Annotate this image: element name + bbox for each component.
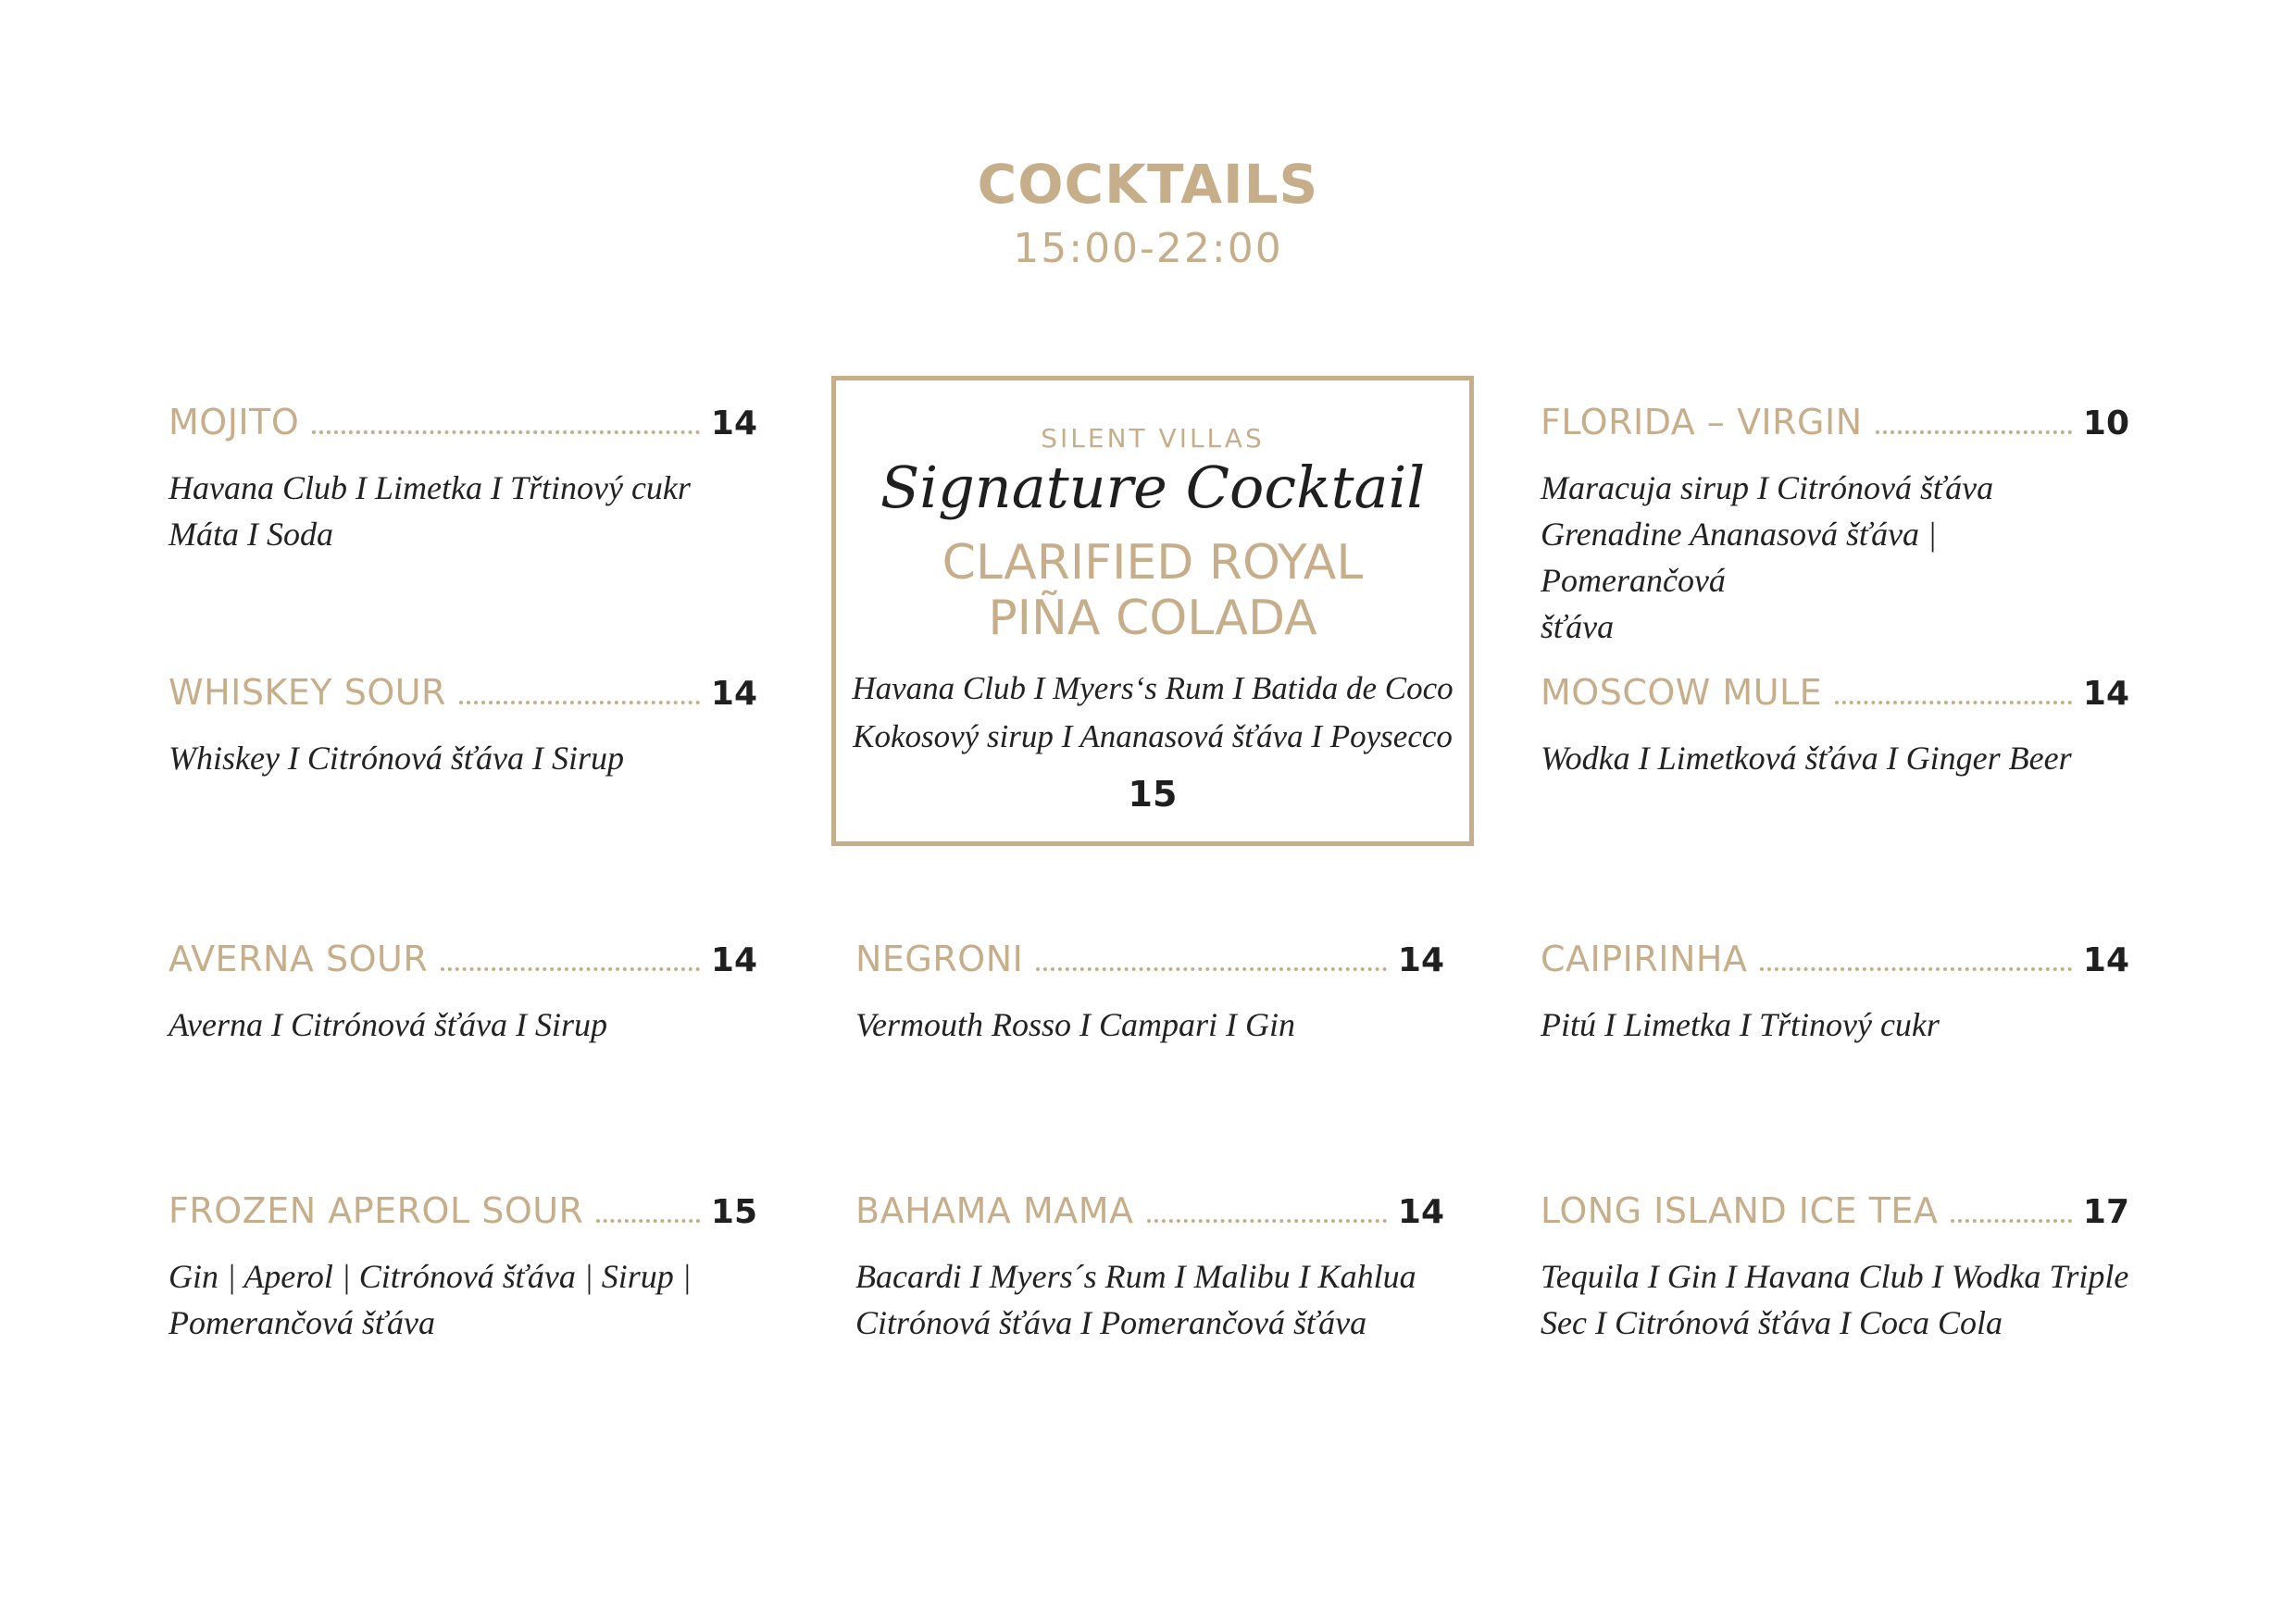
item-header: [855, 939, 1444, 985]
description-line: Gin | Aperol | Citrónová šťáva | Sirup |: [168, 1258, 692, 1295]
description-line: Bacardi I Myers´s Rum I Malibu I Kahlua: [855, 1258, 1416, 1295]
item-description: [1541, 1253, 2129, 1346]
item-header: [1541, 402, 2129, 448]
item-price: 14: [710, 404, 757, 442]
menu-item-florida-virgin: [1541, 402, 2129, 650]
item-name: CAIPIRINHA: [1541, 939, 1748, 979]
signature-cocktail-name: [836, 535, 1469, 646]
description-line: šťáva: [1541, 608, 1615, 645]
item-name: AVERNA SOUR: [168, 939, 429, 979]
description-line: Grenadine Ananasová šťáva | Pomerančová: [1541, 516, 1937, 599]
dot-leader: [1951, 1219, 2072, 1223]
item-header: [168, 672, 757, 718]
signature-price: 15: [1128, 774, 1178, 815]
item-header: [168, 402, 757, 448]
signature-description: [836, 665, 1469, 761]
signature-cocktail-box: [831, 376, 1474, 846]
menu-item-moscow-mule: [1541, 672, 2129, 781]
item-description: [168, 1253, 757, 1346]
item-name: WHISKEY SOUR: [168, 672, 446, 713]
item-description: [168, 735, 757, 781]
menu-title: COCKTAILS: [977, 153, 1319, 216]
menu-item-negroni: [855, 939, 1444, 1048]
menu-item-mojito: [168, 402, 757, 557]
description-line: Vermouth Rosso I Campari I Gin: [855, 1006, 1295, 1043]
item-description: [1541, 465, 2129, 650]
item-header: [168, 939, 757, 985]
item-price: 17: [2082, 1193, 2129, 1231]
item-header: [1541, 939, 2129, 985]
item-price: 15: [710, 1193, 757, 1231]
item-name: MOSCOW MULE: [1541, 672, 1823, 713]
description-line: Pomerančová šťáva: [168, 1304, 436, 1341]
dot-leader: [1036, 967, 1387, 971]
item-price: 10: [2082, 404, 2129, 442]
item-name: NEGRONI: [855, 939, 1024, 979]
dot-leader: [1760, 967, 2071, 971]
description-line: Maracuja sirup I Citrónová šťáva: [1541, 469, 1994, 506]
dot-leader: [459, 701, 700, 704]
description-line: Sec I Citrónová šťáva I Coca Cola: [1541, 1304, 2003, 1341]
item-name: MOJITO: [168, 402, 300, 442]
description-line: Havana Club I Myers‘s Rum I Batida de Coco: [852, 670, 1454, 706]
dot-leader: [596, 1219, 699, 1223]
brand-name: SILENT VILLAS: [1041, 423, 1265, 454]
description-line: Wodka I Limetková šťáva I Ginger Beer: [1541, 740, 2072, 777]
menu-item-caipirinha: [1541, 939, 2129, 1048]
description-line: Pitú I Limetka I Třtinový cukr: [1541, 1006, 1940, 1043]
dot-leader: [441, 967, 700, 971]
menu-item-long-island-ice-tea: [1541, 1190, 2129, 1346]
item-price: 14: [1397, 941, 1444, 979]
item-header: [855, 1190, 1444, 1237]
description-line: Tequila I Gin I Havana Club I Wodka Triple: [1541, 1258, 2129, 1295]
menu-item-frozen-aperol-sour: [168, 1190, 757, 1346]
item-description: [1541, 1002, 2129, 1048]
menu-header: [0, 153, 2296, 272]
item-description: [855, 1253, 1444, 1346]
item-header: [1541, 672, 2129, 718]
item-description: [168, 465, 757, 557]
item-price: 14: [2082, 941, 2129, 979]
item-description: [168, 1002, 757, 1048]
item-header: [168, 1190, 757, 1237]
description-line: Máta I Soda: [168, 516, 333, 553]
description-line: Havana Club I Limetka I Třtinový cukr: [168, 469, 691, 506]
menu-item-whiskey-sour: [168, 672, 757, 781]
item-description: [1541, 735, 2129, 781]
dot-leader: [1876, 430, 2072, 434]
dot-leader: [312, 430, 700, 434]
item-name: FROZEN APEROL SOUR: [168, 1190, 584, 1231]
menu-item-averna-sour: [168, 939, 757, 1048]
item-description: [855, 1002, 1444, 1048]
item-name: BAHAMA MAMA: [855, 1190, 1134, 1231]
item-price: 14: [710, 941, 757, 979]
description-line: Averna I Citrónová šťáva I Sirup: [168, 1006, 608, 1043]
service-hours: 15:00-22:00: [1013, 225, 1283, 272]
name-line: CLARIFIED ROYAL: [942, 535, 1364, 591]
menu-item-bahama-mama: [855, 1190, 1444, 1346]
item-name: LONG ISLAND ICE TEA: [1541, 1190, 1939, 1231]
item-price: 14: [1397, 1193, 1444, 1231]
dot-leader: [1147, 1219, 1387, 1223]
dot-leader: [1835, 701, 2072, 704]
description-line: Whiskey I Citrónová šťáva I Sirup: [168, 740, 625, 777]
item-price: 14: [2082, 675, 2129, 713]
signature-script-heading: Signature Cocktail: [880, 454, 1426, 521]
description-line: Kokosový sirup I Ananasová šťáva I Poysecco: [853, 718, 1453, 754]
item-header: [1541, 1190, 2129, 1237]
item-price: 14: [710, 675, 757, 713]
description-line: Citrónová šťáva I Pomerančová šťáva: [855, 1304, 1367, 1341]
name-line: PIÑA COLADA: [988, 591, 1317, 646]
item-name: FLORIDA – VIRGIN: [1541, 402, 1863, 442]
